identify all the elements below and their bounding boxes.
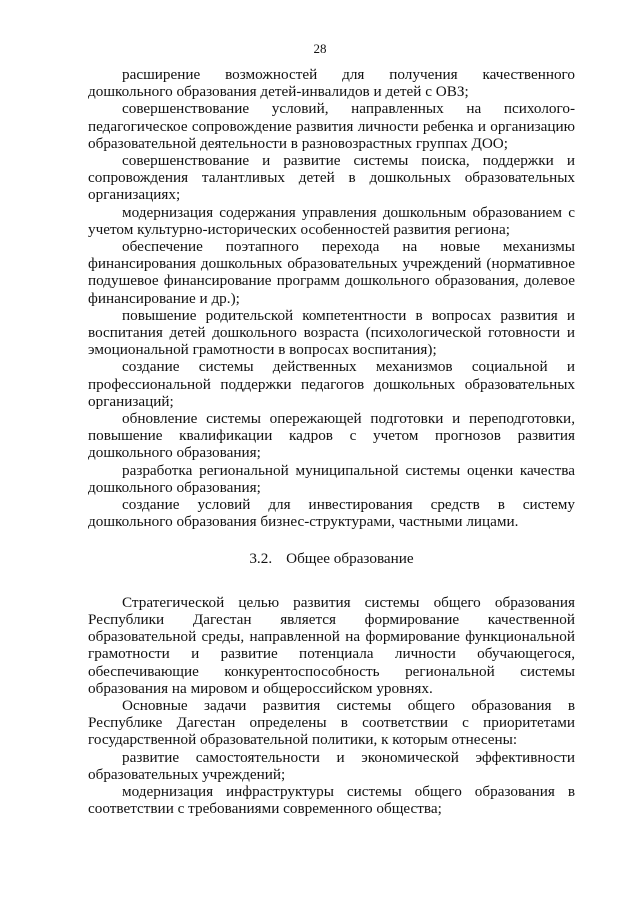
preschool-task-item: повышение родительской компетентности в вопросах развития и воспитания детей дошкольного возраста (психологической готовности и эмоциональной грамотности в вопросах воспитания); bbox=[88, 306, 575, 359]
preschool-task-item: обновление системы опережающей подготовки и переподготовки, повышение квалификации кадров с учетом прогнозов развития дошкольного образования; bbox=[88, 410, 575, 462]
section-heading bbox=[88, 550, 575, 567]
preschool-task-item: совершенствование условий, направленных на психолого-педагогическое сопровождение развития личности ребенка и организацию образовательной деятельности в разновозрастных группах ДОО; bbox=[88, 100, 575, 152]
section-title: Общее образование bbox=[286, 550, 414, 568]
general-task-item: развитие самостоятельности и экономической эффективности образовательных учреждений; bbox=[88, 748, 575, 783]
page-number: 28 bbox=[313, 41, 327, 56]
preschool-task-item: обеспечение поэтапного перехода на новые механизмы финансирования дошкольных образовательных учреждений (нормативное подушевое финансирование программ дошкольного образования, долевое финансирование и др.); bbox=[88, 238, 575, 307]
general-task-item: модернизация инфраструктуры системы общего образования в соответствии с требованиями современного общества; bbox=[88, 782, 575, 818]
preschool-task-item: создание системы действенных механизмов социальной и профессиональной поддержки педагогов дошкольных образовательных организаций; bbox=[88, 358, 575, 410]
page-body bbox=[88, 66, 575, 817]
section-number: 3.2. bbox=[249, 550, 273, 568]
preschool-task-item: совершенствование и развитие системы поиска, поддержки и сопровождения талантливых детей в дошкольных образовательных организациях; bbox=[88, 152, 575, 204]
preschool-task-item: создание условий для инвестирования средств в систему дошкольного образования бизнес-структурами, частными лицами. bbox=[88, 496, 575, 531]
paragraph-main-tasks: Основные задачи развития системы общего образования в Республике Дагестан определены в соответствии с приоритетами государственной образовательной политики, к которым отнесены: bbox=[88, 696, 575, 749]
preschool-task-item: модернизация содержания управления дошкольным образованием с учетом культурно-исторических особенностей развития региона; bbox=[88, 203, 575, 238]
paragraph-strategic-goal: Стратегической целью развития системы общего образования Республики Дагестан является формирование качественной образовательной среды, направленной на формирование функциональной грамотности и развитие потенциала личности обучающегося, обеспечивающие конкурентоспособность региональной системы образования на мировом и общероссийском уровнях. bbox=[88, 593, 575, 697]
preschool-task-item: расширение возможностей для получения качественного дошкольного образования детей-инвалидов и детей с ОВЗ; bbox=[88, 66, 575, 101]
preschool-task-item: разработка региональной муниципальной системы оценки качества дошкольного образования; bbox=[88, 461, 575, 496]
